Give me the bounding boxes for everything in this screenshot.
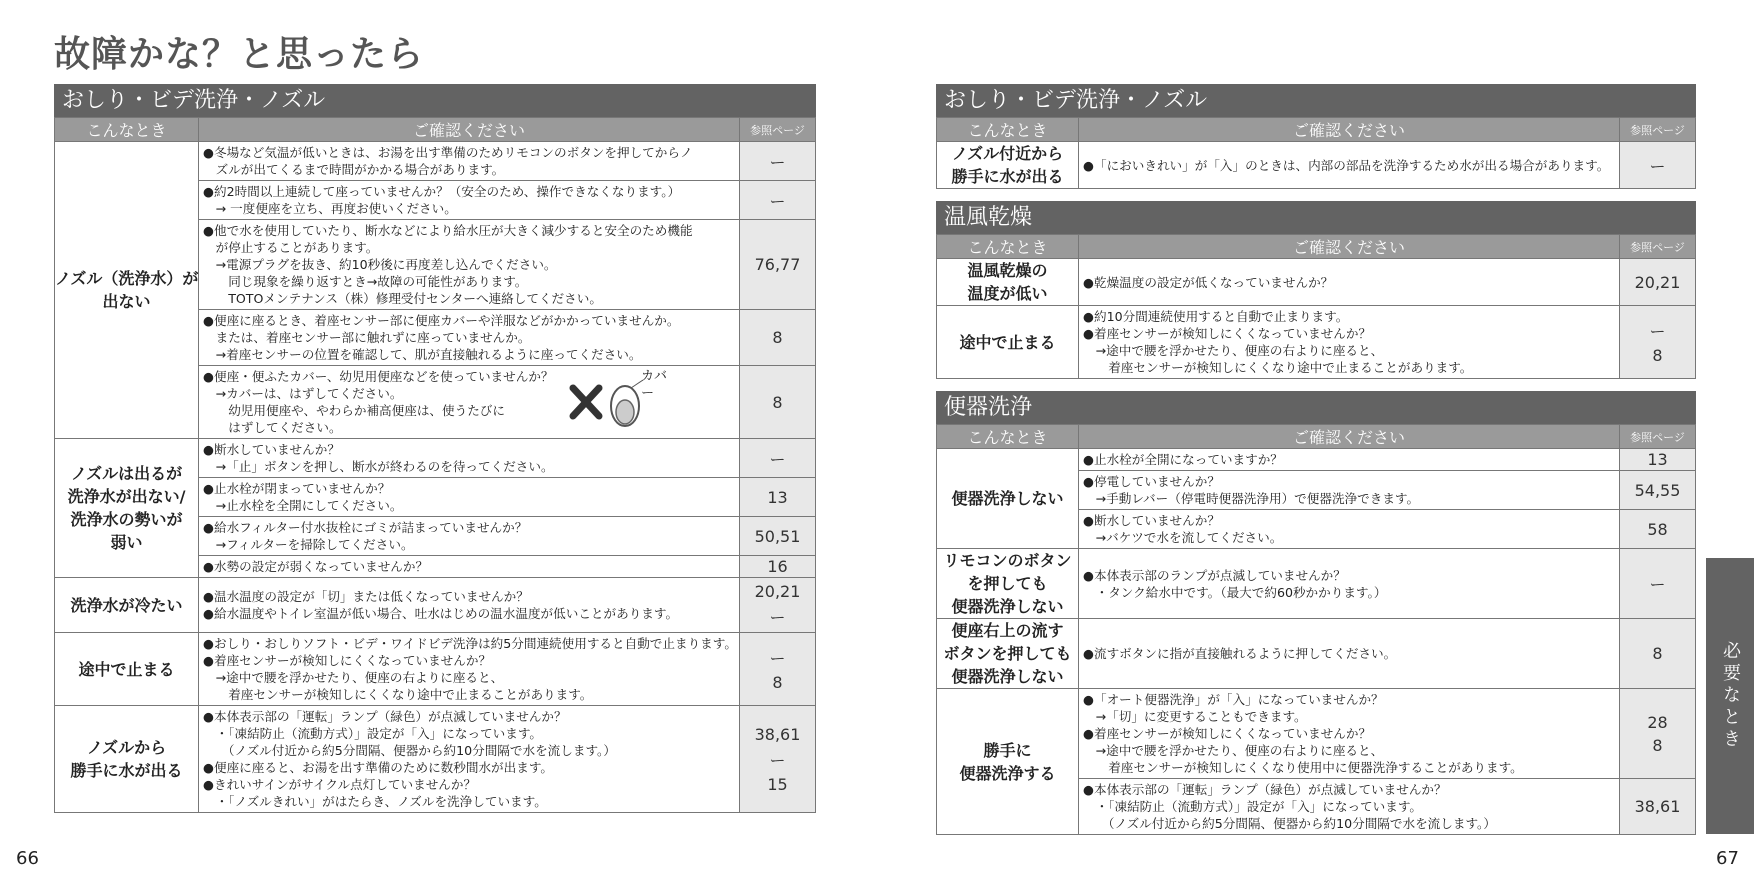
- check-text: →カバーは、はずしてください。: [203, 386, 403, 401]
- table-row: [937, 549, 1696, 619]
- ref-cell: [740, 578, 816, 633]
- ref-text: 8: [1652, 644, 1663, 663]
- section-title: おしり・ビデ洗浄・ノズル: [54, 84, 816, 117]
- when-cell: [55, 142, 199, 439]
- when-text: 便器洗浄する: [959, 763, 1056, 783]
- check-text: →バケツで水を流してください。: [1083, 530, 1283, 545]
- ref-cell: [1620, 142, 1696, 189]
- when-text: ノズルは出るが: [70, 464, 183, 483]
- check-text: TOTOメンテナンス（株）修理受付センターへ連絡してください。: [203, 291, 602, 306]
- check-text: ・「凍結防止（流動方式）」設定が「入」になっています。: [203, 726, 543, 741]
- ref-cell: [740, 181, 816, 220]
- trouble-table: [936, 424, 1696, 835]
- header-when: こんなとき: [937, 235, 1079, 259]
- ref-text: 13: [767, 487, 788, 507]
- header-when: こんなとき: [937, 425, 1079, 449]
- ref-text: 20,21: [1634, 272, 1681, 292]
- check-text: ●給水温度やトイレ室温が低い場合、吐水はじめの温水温度が低いことがあります。: [203, 606, 679, 621]
- ref-cell: [740, 478, 816, 517]
- table-row: [55, 578, 816, 633]
- when-cell: [937, 619, 1079, 689]
- table-header-row: [937, 235, 1696, 259]
- ref-text: 8: [1652, 735, 1663, 755]
- check-text: ●便座に座るとき、着座センサー部に便座カバーや洋服などがかかっていませんか。: [203, 313, 680, 328]
- check-text: ●「オート便器洗浄」が「入」になっていませんか？: [1083, 692, 1384, 707]
- ref-text: 8: [1652, 346, 1663, 365]
- check-cell: [1079, 306, 1620, 379]
- ref-cell: [1620, 619, 1696, 689]
- section-gap: [936, 189, 1696, 201]
- when-cell: [55, 706, 199, 813]
- section-title: 温風乾燥: [936, 201, 1696, 234]
- check-text: 着座センサーが検知しにくくなり途中で止まることがあります。: [1083, 360, 1473, 375]
- ref-cell: [740, 517, 816, 556]
- check-text: ●便座・便ふたカバー、幼児用便座などを使っていませんか？: [203, 369, 554, 384]
- check-text: →止水栓を全開にしてください。: [203, 498, 403, 513]
- check-text: ・「凍結防止（流動方式）」設定が「入」になっています。: [1083, 799, 1423, 814]
- check-text: ●水勢の設定が弱くなっていませんか？: [203, 559, 429, 574]
- table-row: [55, 633, 816, 706]
- check-cell: [199, 478, 740, 517]
- when-text: を押しても: [967, 574, 1048, 593]
- check-text: ●止水栓が閉まっていませんか？: [203, 481, 391, 496]
- table-row: [55, 142, 816, 181]
- check-text: 着座センサーが検知しにくくなり途中で止まることがあります。: [203, 687, 593, 702]
- check-cell: [199, 706, 740, 813]
- check-text: ●断水していませんか？: [203, 442, 340, 457]
- header-check: ご確認ください: [199, 118, 740, 142]
- check-cell: [1079, 549, 1620, 619]
- check-cell: [199, 310, 740, 366]
- ref-cell: [1620, 306, 1696, 379]
- header-check: ご確認ください: [1079, 118, 1620, 142]
- header-ref: 参照ページ: [1620, 425, 1696, 449]
- table-header-row: [937, 118, 1696, 142]
- check-text: ●着座センサーが検知しにくくなっていませんか？: [1083, 326, 1372, 341]
- ref-text: 38,61: [754, 724, 801, 744]
- check-cell: [1079, 689, 1620, 779]
- when-text: 途中で止まる: [78, 659, 175, 679]
- check-text: ●着座センサーが検知しにくくなっていませんか？: [203, 653, 492, 668]
- header-ref: 参照ページ: [1620, 235, 1696, 259]
- ref-text: ー: [769, 649, 786, 668]
- when-text: 弱い: [110, 533, 143, 552]
- when-text: 便器洗浄しない: [951, 489, 1064, 508]
- check-text: ●冬場など気温が低いときは、お湯を出す準備のためリモコンのボタンを押してからノ: [203, 145, 693, 160]
- check-text: ●本体表示部の「運転」ランプ（緑色）が点滅していませんか？: [203, 709, 567, 724]
- check-text: ●便座に座ると、お湯を出す準備のために数秒間水が出ます。: [203, 760, 554, 775]
- check-text: ●約10分間連続使用すると自動で止まります。: [1083, 309, 1349, 324]
- ref-text: 8: [772, 328, 783, 347]
- check-text: ●約2時間以上連続して座っていませんか？（安全のため、操作できなくなります。）: [203, 184, 681, 199]
- check-text: ●他で水を使用していたり、断水などにより給水圧が大きく減少すると安全のため機能: [203, 223, 693, 238]
- when-cell: [937, 689, 1079, 835]
- ref-cell: [1620, 471, 1696, 510]
- table-row: [937, 689, 1696, 779]
- when-text: 勝手に水が出る: [951, 167, 1064, 186]
- when-cell: [55, 633, 199, 706]
- table-row: [55, 706, 816, 813]
- check-text: →フィルターを掃除してください。: [203, 537, 414, 552]
- ref-cell: [740, 142, 816, 181]
- when-text: 便器洗浄しない: [951, 667, 1064, 686]
- page-title: 故障かな？と思ったら: [54, 34, 425, 75]
- check-text: ●流すボタンに指が直接触れるように押してください。: [1083, 646, 1397, 661]
- header-check: ご確認ください: [1079, 235, 1620, 259]
- check-text: →「切」に変更することもできます。: [1083, 709, 1307, 724]
- when-cell: [937, 549, 1079, 619]
- page-number-left: 66: [16, 848, 39, 869]
- check-text: はずしてください。: [203, 420, 342, 435]
- right-page-content: [936, 84, 1696, 835]
- ref-text: 58: [1647, 519, 1668, 539]
- header-when: こんなとき: [937, 118, 1079, 142]
- trouble-table: [936, 234, 1696, 379]
- check-text: ●断水していませんか？: [1083, 513, 1220, 528]
- check-text: ●おしり・おしりソフト・ビデ・ワイドビデ洗浄は約5分間連続使用すると自動で止まります。: [203, 636, 737, 651]
- check-text: ●温水温度の設定が「切」または低くなっていませんか？: [203, 589, 529, 604]
- ref-text: 8: [772, 673, 783, 692]
- when-text: 途中で止まる: [959, 332, 1056, 352]
- check-text: →途中で腰を浮かせたり、便座の右よりに座ると、: [203, 670, 504, 685]
- check-text: →電源プラグを抜き、約10秒後に再度差し込んでください。: [203, 257, 557, 272]
- check-text: ・「ノズルきれい」がはたらき、ノズルを洗浄しています。: [203, 794, 547, 809]
- check-cell: [1079, 510, 1620, 549]
- side-tab: 必要なとき: [1706, 558, 1754, 834]
- ref-text: ー: [1649, 156, 1666, 176]
- check-text: ●乾燥温度の設定が低くなっていませんか？: [1083, 274, 1334, 290]
- ref-cell: [740, 556, 816, 578]
- table-header-row: [937, 425, 1696, 449]
- check-cell: [1079, 471, 1620, 510]
- ref-cell: [1620, 449, 1696, 471]
- check-text: （ノズル付近から約5分間隔、便器から約10分間隔で水を流します。）: [1083, 816, 1496, 831]
- ref-cell: [1620, 549, 1696, 619]
- ref-text: ー: [1649, 322, 1666, 341]
- header-ref: 参照ページ: [1620, 118, 1696, 142]
- check-text: ●本体表示部のランプが点滅していませんか？: [1083, 567, 1346, 583]
- check-cell: [1079, 449, 1620, 471]
- check-text: ズルが出てくるまで時間がかかる場合があります。: [203, 162, 505, 177]
- ref-text: 13: [1647, 450, 1668, 469]
- ref-cell: [740, 706, 816, 813]
- when-text: ノズルから: [86, 738, 167, 757]
- when-text: 洗浄水の勢いが: [70, 510, 183, 529]
- when-text: 洗浄水が出ない/: [67, 487, 186, 506]
- ref-text: 50,51: [754, 526, 801, 546]
- section-title: 便器洗浄: [936, 391, 1696, 424]
- when-text: 便器洗浄しない: [951, 597, 1064, 616]
- table-row: [55, 439, 816, 478]
- cover-label: カバー: [641, 369, 668, 401]
- check-text: ●停電していませんか？: [1083, 474, 1220, 489]
- ref-text: 38,61: [1634, 797, 1681, 816]
- check-text: （ノズル付近から約5分間隔、便器から約10分間隔で水を流します。）: [203, 743, 616, 758]
- check-cell: [199, 578, 740, 633]
- check-text: 同じ現象を繰り返すとき→故障の可能性があります。: [203, 274, 528, 289]
- trouble-table: [936, 117, 1696, 189]
- left-page-content: [54, 84, 816, 813]
- check-text: → 一度便座を立ち、再度お使いください。: [203, 201, 457, 216]
- ref-cell: [740, 439, 816, 478]
- section-title: おしり・ビデ洗浄・ノズル: [936, 84, 1696, 117]
- check-text: 着座センサーが検知しにくくなり使用中に便器洗浄することがあります。: [1083, 760, 1523, 775]
- check-cell: [1079, 142, 1620, 189]
- table-row: [937, 306, 1696, 379]
- check-cell: [1079, 779, 1620, 835]
- section-gap: [936, 379, 1696, 391]
- check-text: ●きれいサインがサイクル点灯していませんか？: [203, 777, 477, 792]
- check-cell: [1079, 259, 1620, 306]
- ref-cell: [1620, 689, 1696, 779]
- check-text: →「止」ボタンを押し、断水が終わるのを待ってください。: [203, 459, 554, 474]
- ref-cell: [740, 366, 816, 439]
- table-row: [937, 142, 1696, 189]
- table-row: [937, 619, 1696, 689]
- ref-cell: [1620, 510, 1696, 549]
- header-ref: 参照ページ: [740, 118, 816, 142]
- ref-text: ー: [769, 152, 786, 172]
- when-text: 温風乾燥の: [967, 261, 1048, 280]
- when-text: 勝手に水が出る: [70, 761, 183, 780]
- cover-illustration: [569, 369, 679, 432]
- when-cell: [55, 578, 199, 633]
- ref-text: 28: [1647, 712, 1668, 732]
- check-text: →途中で腰を浮かせたり、便座の右よりに座ると、: [1083, 343, 1384, 358]
- ref-text: 20,21: [754, 582, 801, 601]
- when-text: リモコンのボタン: [943, 551, 1072, 570]
- when-text: 洗浄水が冷たい: [70, 595, 183, 615]
- when-text: ノズル（洗浄水）が: [55, 269, 199, 288]
- ref-cell: [740, 220, 816, 310]
- check-text: 幼児用便座や、やわらか補高便座は、使うたびに: [203, 403, 505, 418]
- when-text: 勝手に: [983, 740, 1032, 760]
- ref-cell: [740, 310, 816, 366]
- check-text: が停止することがあります。: [203, 240, 379, 255]
- when-text: 出ない: [102, 292, 151, 311]
- ref-cell: [740, 633, 816, 706]
- when-text: 便座右上の流す: [951, 621, 1064, 640]
- ref-text: ー: [1649, 575, 1666, 594]
- ref-text: 54,55: [1634, 480, 1681, 500]
- check-cell: [1079, 619, 1620, 689]
- check-cell: [199, 220, 740, 310]
- ref-text: ー: [769, 750, 786, 770]
- ref-text: 16: [767, 557, 788, 576]
- check-cell: [199, 366, 740, 439]
- ref-text: 15: [767, 774, 788, 794]
- check-cell: [199, 142, 740, 181]
- check-text: または、着座センサー部に触れずに座っていませんか。: [203, 330, 531, 345]
- ref-cell: [1620, 259, 1696, 306]
- check-cell: [199, 556, 740, 578]
- check-cell: [199, 633, 740, 706]
- when-text: ボタンを押しても: [943, 644, 1072, 663]
- check-text: ・タンク給水中です。（最大で約60秒かかります。）: [1083, 584, 1387, 600]
- when-cell: [55, 439, 199, 578]
- check-text: ●「においきれい」が「入」のときは、内部の部品を洗浄するため水が出る場合があります。: [1083, 157, 1610, 173]
- ref-text: ー: [769, 449, 786, 469]
- when-cell: [937, 449, 1079, 549]
- ref-text: ー: [769, 191, 786, 211]
- when-text: ノズル付近から: [951, 144, 1064, 163]
- when-text: 温度が低い: [967, 284, 1048, 303]
- check-text: ●給水フィルター付水抜栓にゴミが詰まっていませんか？: [203, 520, 528, 535]
- check-text: ●止水栓が全開になっていますか？: [1083, 452, 1283, 467]
- check-cell: [199, 439, 740, 478]
- trouble-table: [54, 117, 816, 813]
- when-cell: [937, 259, 1079, 306]
- check-text: →途中で腰を浮かせたり、便座の右よりに座ると、: [1083, 743, 1384, 758]
- ref-text: 76,77: [754, 255, 801, 274]
- table-row: [937, 449, 1696, 471]
- header-check: ご確認ください: [1079, 425, 1620, 449]
- page-number-right: 67: [1716, 848, 1739, 869]
- check-text: ●着座センサーが検知しにくくなっていませんか？: [1083, 726, 1372, 741]
- when-cell: [937, 142, 1079, 189]
- check-cell: [199, 517, 740, 556]
- check-text: →着座センサーの位置を確認して、肌が直接触れるように座ってください。: [203, 347, 642, 362]
- check-cell: [199, 181, 740, 220]
- check-text: →手動レバー（停電時便器洗浄用）で便器洗浄できます。: [1083, 491, 1420, 506]
- check-text: ●本体表示部の「運転」ランプ（緑色）が点滅していませんか？: [1083, 782, 1447, 797]
- header-when: こんなとき: [55, 118, 199, 142]
- ref-text: 8: [772, 392, 783, 412]
- table-header-row: [55, 118, 816, 142]
- ref-cell: [1620, 779, 1696, 835]
- when-cell: [937, 306, 1079, 379]
- table-row: [937, 259, 1696, 306]
- ref-text: ー: [769, 608, 786, 627]
